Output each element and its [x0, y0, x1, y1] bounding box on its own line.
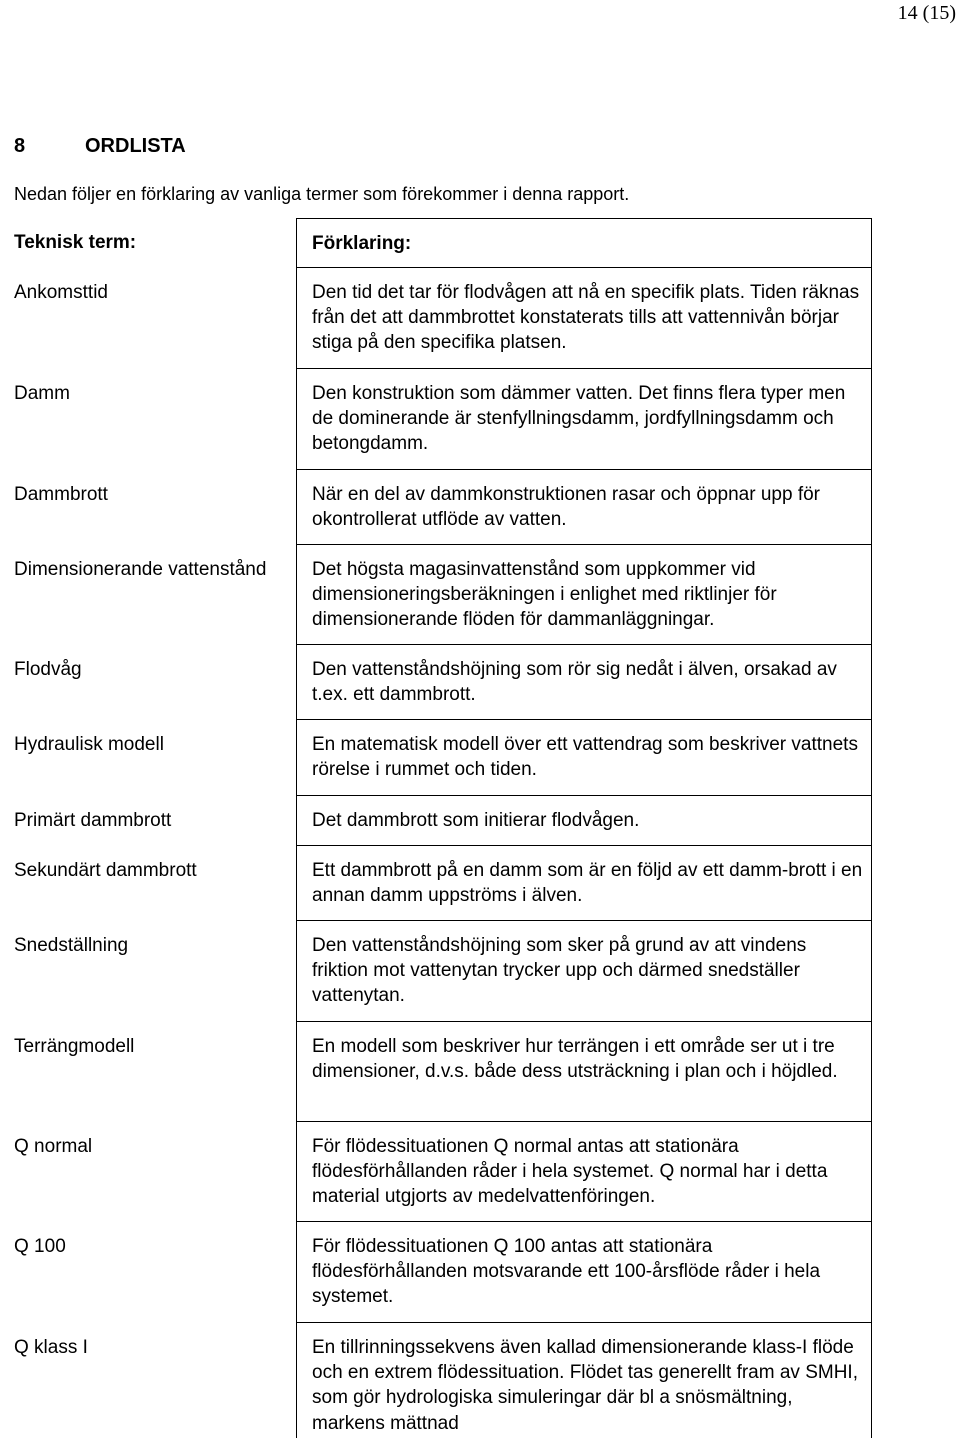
glossary-row [0, 720, 872, 796]
glossary-term: Dimensionerande vattenstånd [14, 559, 267, 580]
section-number: 8 [14, 135, 26, 157]
glossary-term: Q normal [14, 1136, 93, 1157]
glossary-definition: Den konstruktion som dämmer vatten. Det finns flera typer men de dominerande är stenfyllningsdamm, jordfyllningsdamm och betongdamm. [296, 369, 872, 470]
glossary-row [0, 645, 872, 720]
glossary-row [0, 1122, 872, 1222]
glossary-definition: En tillrinningssekvens även kallad dimensionerande klass-I flöde och en extrem flödessituation. Flödet tas generellt fram av SMHI, som gör hydrologiska simuleringar där bl a snösmältning, markens mättnad [296, 1323, 872, 1438]
section-heading [14, 133, 186, 159]
definition-column-header: Förklaring: [296, 218, 872, 268]
glossary-definition: När en del av dammkonstruktionen rasar och öppnar upp för okontrollerat utflöde av vatten. [296, 470, 872, 545]
glossary-term: Terrängmodell [14, 1036, 135, 1057]
glossary-definition: Det dammbrott som initierar flodvågen. [296, 796, 872, 846]
glossary-row [0, 1022, 872, 1122]
glossary-row [0, 470, 872, 545]
glossary-row [0, 268, 872, 369]
glossary-definition: En matematisk modell över ett vattendrag som beskriver vattnets rörelse i rummet och tiden. [296, 720, 872, 796]
glossary-term: Ankomsttid [14, 282, 108, 303]
glossary-table [0, 218, 872, 1438]
glossary-header-row [0, 218, 872, 268]
glossary-definition: Den tid det tar för flodvågen att nå en specifik plats. Tiden räknas från det att dammbrottet konstaterats tills att vattennivån börjar stiga på den specifika platsen. [296, 268, 872, 369]
glossary-definition: Ett dammbrott på en damm som är en följd av ett damm-brott i en annan damm uppströms i älven. [296, 846, 872, 921]
glossary-definition: Den vattenståndshöjning som sker på grund av att vindens friktion mot vattenytan trycker upp och därmed snedställer vattenytan. [296, 921, 872, 1022]
glossary-row [0, 1222, 872, 1323]
glossary-term: Damm [14, 383, 70, 404]
glossary-row [0, 796, 872, 846]
glossary-term: Flodvåg [14, 659, 82, 680]
glossary-term: Dammbrott [14, 484, 108, 505]
glossary-row [0, 846, 872, 921]
glossary-definition: Det högsta magasinvattenstånd som uppkommer vid dimensioneringsberäkningen i enlighet med riktlinjer för dimensionerande flöden för dammanläggningar. [296, 545, 872, 645]
glossary-term: Snedställning [14, 935, 129, 956]
glossary-definition: För flödessituationen Q normal antas att stationära flödesförhållanden råder i hela systemet. Q normal har i detta material utgjorts av medelvattenföringen. [296, 1122, 872, 1222]
glossary-definition: För flödessituationen Q 100 antas att stationära flödesförhållanden motsvarande ett 100-årsflöde råder i hela systemet. [296, 1222, 872, 1323]
glossary-row [0, 369, 872, 470]
glossary-term: Sekundärt dammbrott [14, 860, 197, 881]
term-column-header: Teknisk term: [14, 232, 137, 253]
glossary-definition: En modell som beskriver hur terrängen i ett område ser ut i tre dimensioner, d.v.s. både dess utsträckning i plan och i höjdled. [296, 1022, 872, 1122]
glossary-row [0, 1323, 872, 1438]
glossary-term: Q 100 [14, 1236, 66, 1257]
glossary-term: Hydraulisk modell [14, 734, 164, 755]
glossary-term: Primärt dammbrott [14, 810, 172, 831]
glossary-row [0, 921, 872, 1022]
glossary-term: Q klass I [14, 1337, 88, 1358]
page-number: 14 (15) [897, 2, 956, 24]
intro-text: Nedan följer en förklaring av vanliga termer som förekommer i denna rapport. [14, 184, 630, 204]
section-title: ORDLISTA [85, 135, 186, 157]
glossary-definition: Den vattenståndshöjning som rör sig nedåt i älven, orsakad av t.ex. ett dammbrott. [296, 645, 872, 720]
glossary-row [0, 545, 872, 645]
